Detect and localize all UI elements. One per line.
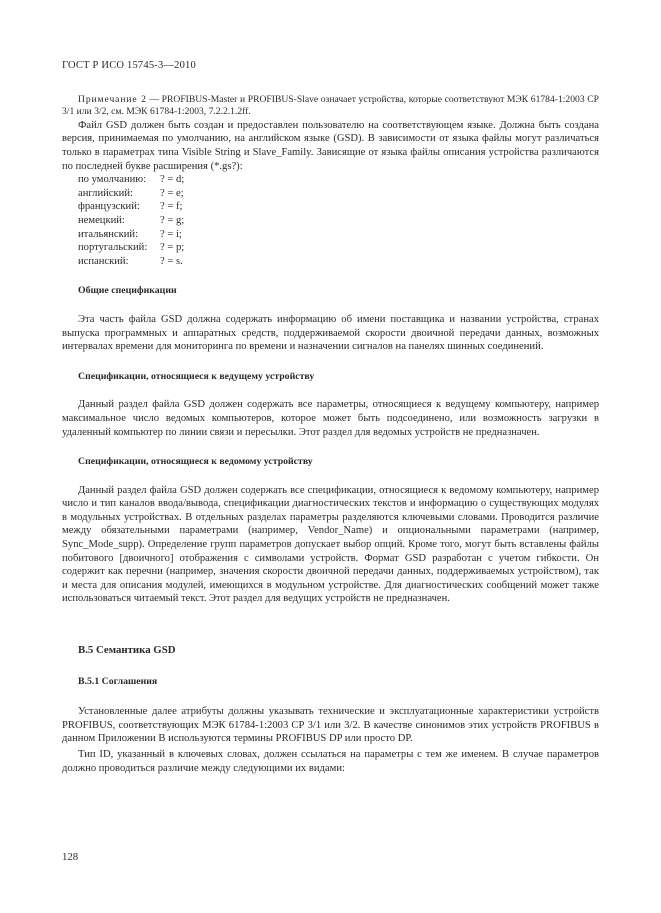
- document-body: [62, 94, 599, 775]
- list-item: испанский: ? = s.: [78, 255, 183, 267]
- conventions-paragraph-2: Тип ID, указанный в ключевых словах, должен ссылаться на параметры с тем же именем. В случае параметров должно проводиться различие между следующими их видами:: [62, 749, 599, 774]
- list-item: английский: ? = e;: [78, 187, 184, 199]
- note-text: — PROFIBUS-Master и PROFIBUS-Slave означает устройства, которые соответствуют МЭК 61784-1:2003 СР 3/1 или 3/2, см. МЭК 61784-1:2003, 7.2.2.1.2ff.: [62, 94, 599, 118]
- subsection-heading: В.5.1 Соглашения: [78, 675, 158, 687]
- general-specs-text: Эта часть файла GSD должна содержать информацию об имени поставщика и названии устройства, странах выпуска программных и аппаратных средств, поддерживаемой скорости двоичной передачи данных, возможных интервалах времени для мониторинга по времени и назначении сигналов на панелях шинных соединений.: [62, 313, 599, 353]
- master-specs-text: Данный раздел файла GSD должен содержать все параметры, относящиеся к ведущему компьютеру, например максимальное число ведомых компьютеров, которое может быть подсоединено, или возможность загрузки в удаленный компьютер по линии связи и пересылки. Этот раздел для ведомых устройств не предназначен.: [62, 399, 599, 438]
- paragraph-gsd-file: Файл GSD должен быть создан и предоставлен пользователю на соответствующем языке. Должна быть создана версия, принимаемая по умолчанию, на английском языке (GSD). В зависимости от языка файлы могут различаться только в параметрах типа Visible String и Slave_Family. Зависящие от языка файлы описания устройства различаются по последней букве расширения (*.gs?):: [62, 119, 599, 172]
- list-item: французский: ? = f;: [78, 201, 183, 213]
- list-item: немецкий: ? = g;: [78, 214, 185, 226]
- conventions-paragraph-1: Установленные далее атрибуты должны указывать технические и эксплуатационные характеристики устройств PROFIBUS, соответствующих МЭК 61784-1:2003 СР 3/1 или 3/2. В качестве синонимов этих устройств PROFIBUS в данном Приложении В используются термины PROFIBUS DP или просто DP.: [62, 706, 599, 745]
- note-2: [62, 94, 599, 119]
- language-suffix-list: [78, 173, 599, 268]
- list-item: итальянский: ? = i;: [78, 228, 182, 240]
- page-number: 128: [62, 851, 79, 863]
- section-heading: В.5 Семантика GSD: [78, 644, 176, 657]
- list-item: португальский: ? = p;: [78, 242, 185, 254]
- slave-specs-heading: Спецификации, относящиеся к ведомому устройству: [78, 456, 313, 468]
- standard-header: ГОСТ Р ИСО 15745-3—2010: [62, 60, 196, 71]
- master-specs-heading: Спецификации, относящиеся к ведущему устройству: [78, 370, 315, 382]
- note-label: Примечание 2: [78, 94, 147, 105]
- general-specs-heading: Общие спецификации: [78, 285, 177, 297]
- list-item: по умолчанию: ? = d;: [78, 174, 185, 186]
- slave-specs-text: Данный раздел файла GSD должен содержать все спецификации, относящиеся к ведомому компьютеру, например число и тип каналов ввода/вывода, спецификации диагностических текстов и информацию о существующих модулях в модульных устройствах. В отдельных разделах параметры разделяются ключевыми словами. Проводится различие между обязательными параметрами (например, Vendor_Name) и опциональными параметрами (например, Sync_Mode_supp). Определение групп параметров допускает выбор опций. Кроме того, могут быть вставлены файлы побитового [двоичного] отображения с символами устройств. Формат GSD разработан с учетом гибкости. Он содержит как перечни (например, значения скорости двоичной передачи данных, поддерживаемых устройством), так и места для описания модулей, имеющихся в модульном устройстве. Для диагностических сообщений может также использоваться читаемый текст. Этот раздел для ведущих устройств не предназначен.: [62, 484, 599, 605]
